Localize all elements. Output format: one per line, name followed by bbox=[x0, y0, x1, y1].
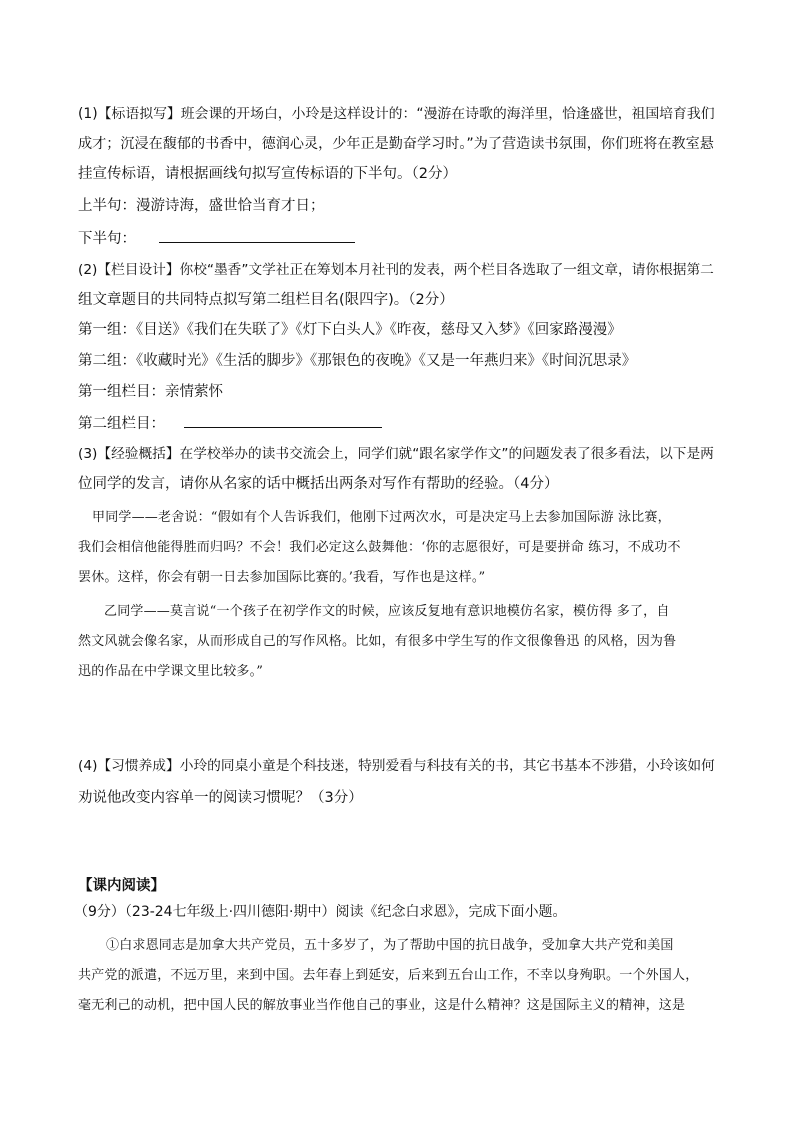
q2-group-1: 第一组：《目送》《我们在失联了》《灯下白头人》《昨夜，慈母又入梦》《回家路漫漫》 bbox=[78, 322, 622, 338]
q3-student-b-line-1: 乙同学——莫言说“一个孩子在初学作文的时候，应该反复地有意识地模仿名家，模仿得 多了，自 bbox=[104, 604, 670, 619]
q3-line-2: 位同学的发言，请你从名家的话中概括出两条对写作有帮助的经验。（4分） bbox=[78, 476, 559, 492]
q2-column-2-label: 第二组栏目： bbox=[78, 416, 165, 432]
reading-intro: （9分）（23-24七年级上·四川德阳·期中）阅读《纪念白求恩》，完成下面小题。 bbox=[74, 904, 567, 920]
q4-line-1: (4)【习惯养成】小玲的同桌小童是个科技迷，特别爱看与科技有关的书，其它书基本不涉猎，小玲该如何 bbox=[78, 758, 715, 774]
reading-heading: 【课内阅读】 bbox=[78, 878, 165, 894]
q3-student-b-line-2: 然文风就会像名家，从而形成自己的写作风格。比如，有很多中学生写的作文很像鲁迅 的风格，因为鲁 bbox=[78, 634, 677, 649]
reading-paragraph-line-3: 毫无利己的动机，把中国人民的解放事业当作他自己的事业，这是什么精神？这是国际主义的精神，这是 bbox=[78, 998, 686, 1013]
q3-student-a-line-1: 甲同学——老舍说：“假如有个人告诉我们，他刚下过两次水，可是决定马上去参加国际游 泳比赛， bbox=[92, 510, 671, 525]
q3-student-a-line-2: 我们会相信他能得胜而归吗？不会！我们必定这么鼓舞他：‘你的志愿很好，可是要拼命 练习，不成功不 bbox=[78, 540, 681, 555]
q3-student-a-line-3: 罢休。这样，你会有朝一日去参加国际比赛的。’我看，写作也是这样。” bbox=[78, 570, 486, 585]
q3-student-b-line-3: 迅的作品在中学课文里比较多。” bbox=[78, 664, 264, 679]
q1-answer-blank[interactable] bbox=[159, 228, 355, 243]
q2-column-1: 第一组栏目：亲情萦怀 bbox=[78, 384, 223, 400]
reading-paragraph-line-1: ①白求恩同志是加拿大共产党员，五十多岁了，为了帮助中国的抗日战争，受加拿大共产党和美国 bbox=[106, 938, 674, 953]
q2-line-2: 组文章题目的共同特点拟写第二组栏目名(限四字)。（2分） bbox=[78, 292, 454, 308]
q1-lower-label: 下半句： bbox=[78, 231, 136, 247]
q2-column-2 bbox=[78, 413, 382, 434]
q2-line-1: (2)【栏目设计】你校“墨香”文学社正在筹划本月社刊的发表，两个栏目各选取了一组文章，请你根据第二 bbox=[78, 262, 714, 278]
q1-line-3: 挂宣传标语，请根据画线句拟写宣传标语的下半句。（2分） bbox=[78, 166, 457, 182]
q1-line-2: 成才；沉浸在馥郁的书香中，德润心灵，少年正是勤奋学习时。”为了营造读书氛围，你们班将在教室悬 bbox=[78, 136, 714, 152]
q4-line-2: 劝说他改变内容单一的阅读习惯呢？（3分） bbox=[78, 790, 363, 806]
reading-paragraph-line-2: 共产党的派遣，不远万里，来到中国。去年春上到延安，后来到五台山工作，不幸以身殉职。一个外国人， bbox=[78, 968, 699, 983]
q3-line-1: (3)【经验概括】在学校举办的读书交流会上，同学们就“跟名家学作文”的问题发表了很多看法，以下是两 bbox=[78, 446, 714, 462]
q1-lower-half bbox=[78, 228, 355, 249]
q2-answer-blank[interactable] bbox=[184, 413, 382, 428]
q1-upper-half: 上半句：漫游诗海，盛世恰当育才日； bbox=[78, 198, 325, 214]
q2-group-2: 第二组：《收藏时光》《生活的脚步》《那银色的夜晚》《又是一年燕归来》《时间沉思录》 bbox=[78, 353, 637, 369]
q1-line-1: (1)【标语拟写】班会课的开场白，小玲是这样设计的：“漫游在诗歌的海洋里，恰逢盛世，祖国培育我们 bbox=[78, 106, 715, 122]
